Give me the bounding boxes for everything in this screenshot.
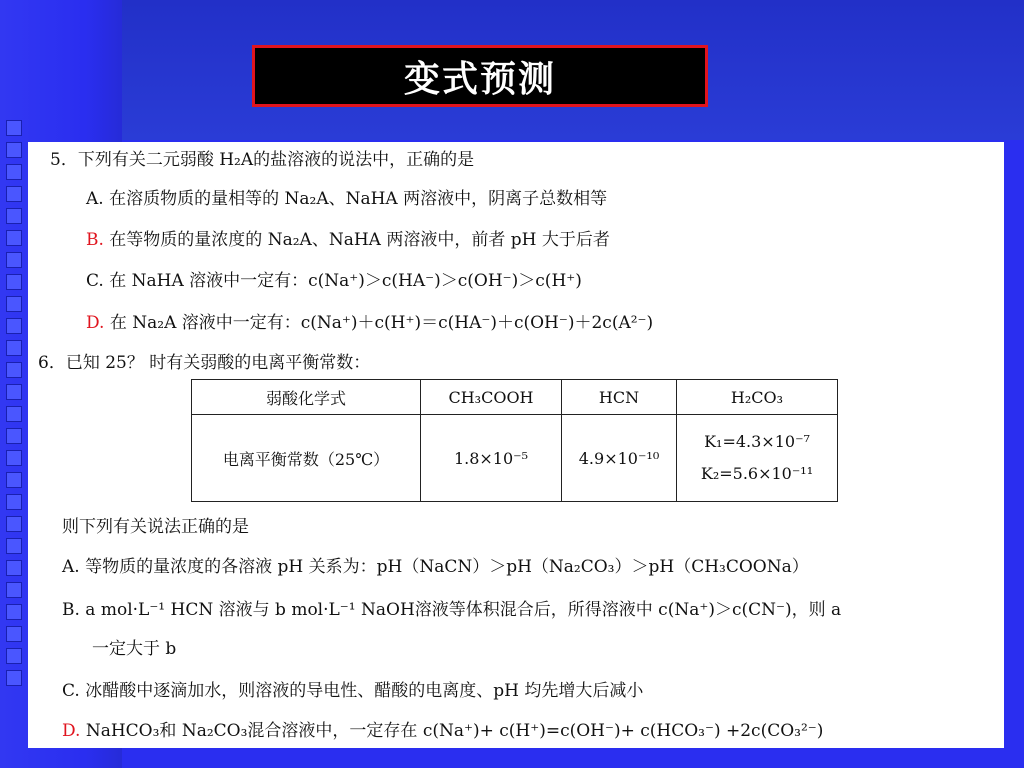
q6-option-b — [62, 595, 841, 620]
slide-title: 变式预测 — [403, 58, 556, 100]
q6-option-d-letter: D. — [62, 721, 81, 741]
q5-option-d-text: 在 Na₂A 溶液中一定有：c(Na⁺)＋c(H⁺)＝c(HA⁻)＋c(OH⁻)＋2c(A²⁻) — [104, 313, 654, 333]
q5-option-c-letter: C. — [86, 271, 104, 291]
q5-option-b — [86, 225, 610, 250]
table-cell: 4.9×10⁻¹⁰ — [562, 415, 677, 502]
table-cell: 1.8×10⁻⁵ — [421, 415, 562, 502]
q6-option-c-text: 冰醋酸中逐滴加水，则溶液的导电性、醋酸的电离度、pH 均先增大后减小 — [79, 681, 644, 701]
q6-option-b-letter: B. — [62, 600, 80, 620]
table-row-label: 电离平衡常数（25℃） — [192, 415, 421, 502]
q5-option-d-letter: D. — [86, 313, 105, 333]
slide-title-box — [252, 45, 708, 107]
q5-option-c-text: 在 NaHA 溶液中一定有：c(Na⁺)＞c(HA⁻)＞c(OH⁻)＞c(H⁺) — [103, 271, 582, 291]
q6-option-b-text: a mol·L⁻¹ HCN 溶液与 b mol·L⁻¹ NaOH溶液等体积混合后，所得溶液中 c(Na⁺)＞c(CN⁻)，则 a — [79, 600, 842, 620]
q6-option-d — [62, 716, 823, 741]
q6-option-d-text: NaHCO₃和 Na₂CO₃混合溶液中，一定存在 c(Na⁺)+ c(H⁺)=c(OH⁻)+ c(HCO₃⁻) +2c(CO₃²⁻) — [80, 721, 824, 741]
k2-value: K₂=5.6×10⁻¹¹ — [700, 464, 814, 483]
table-header-cell: HCN — [562, 380, 677, 415]
dissociation-constant-table — [191, 379, 838, 502]
q5-option-a-text: 在溶质物质的量相等的 Na₂A、NaHA 两溶液中，阴离子总数相等 — [103, 189, 608, 209]
table-header-cell: CH₃COOH — [421, 380, 562, 415]
q5-option-a — [86, 184, 607, 209]
q5-stem: 5．下列有关二元弱酸 H₂A的盐溶液的说法中，正确的是 — [50, 150, 475, 170]
question-panel — [28, 142, 1004, 748]
table-cell-carbonic — [677, 415, 838, 502]
q6-option-b-continuation — [92, 634, 176, 659]
q5-option-d — [86, 308, 653, 333]
q6-option-c — [62, 676, 643, 701]
q6-option-a-letter: A. — [62, 557, 80, 577]
table-header-cell: H₂CO₃ — [677, 380, 838, 415]
q5-option-b-text: 在等物质的量浓度的 Na₂A、NaHA 两溶液中，前者 pH 大于后者 — [103, 230, 610, 250]
q6-option-b-cont-text: 一定大于 b — [92, 639, 177, 659]
q6-option-a-text: 等物质的量浓度的各溶液 pH 关系为：pH（NaCN）＞pH（Na₂CO₃）＞pH（CH₃COONa） — [79, 557, 809, 577]
q6-option-c-letter: C. — [62, 681, 80, 701]
q6-stem: 6．已知 25？ 时有关弱酸的电离平衡常数： — [38, 353, 371, 373]
q6-option-a — [62, 552, 809, 577]
decorative-squares — [0, 120, 30, 692]
k1-value: K₁=4.3×10⁻⁷ — [704, 432, 810, 451]
q6-prompt: 则下列有关说法正确的是 — [62, 517, 249, 537]
table-row — [192, 415, 838, 502]
table-header-row — [192, 380, 838, 415]
table-header-cell: 弱酸化学式 — [192, 380, 421, 415]
q5-option-c — [86, 266, 582, 291]
q5-option-a-letter: A. — [86, 189, 104, 209]
q5-option-b-letter: B. — [86, 230, 104, 250]
